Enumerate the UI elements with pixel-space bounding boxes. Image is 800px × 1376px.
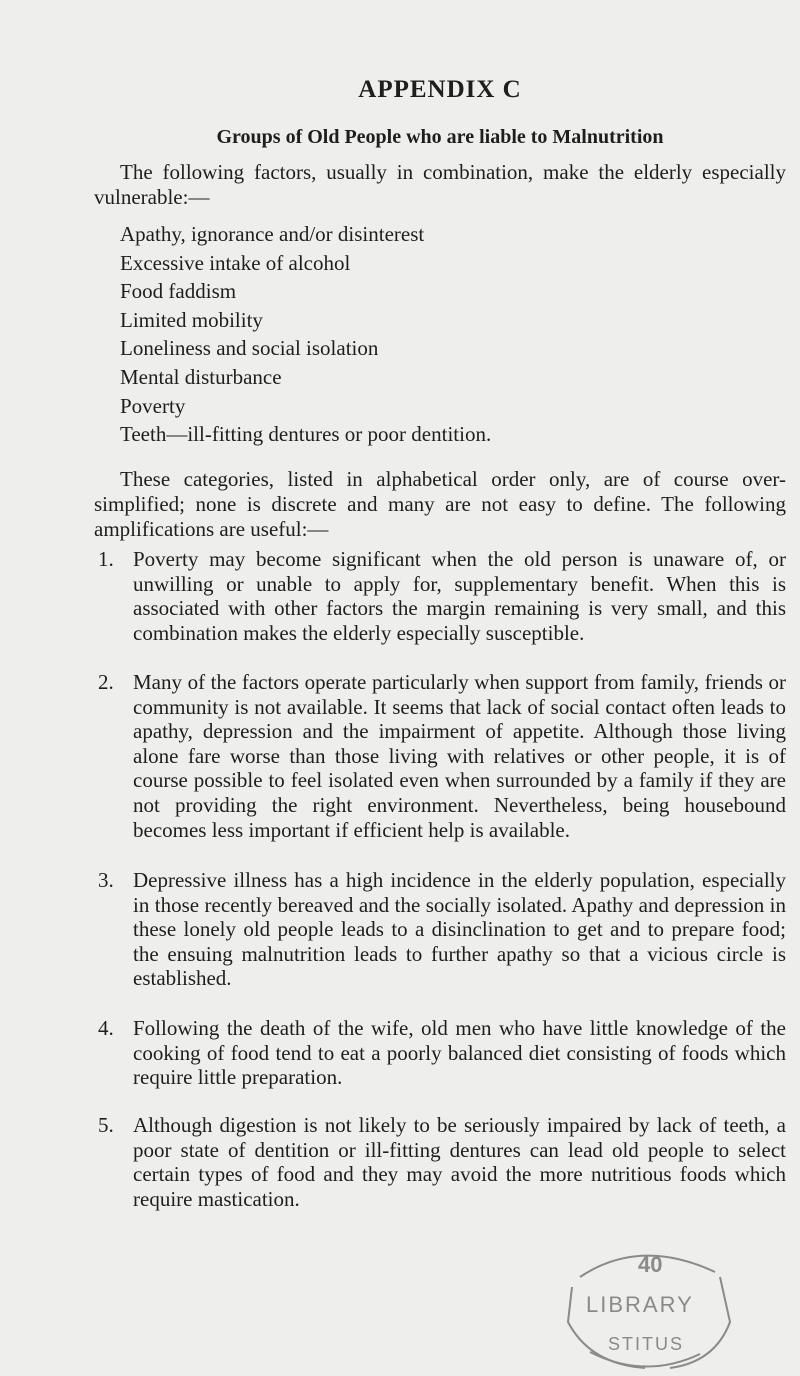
item-number: 1.: [98, 547, 114, 571]
list-item: Food faddism: [120, 279, 237, 304]
list-item: Mental disturbance: [120, 364, 282, 389]
list-item: Teeth—ill-fitting dentures or poor dentition.: [120, 422, 492, 447]
item-text: Following the death of the wife, old men who have little knowledge of the cooking of food tend to eat a poorly balanced diet consisting of foods which require little preparation.: [133, 1016, 786, 1090]
amplification-item: [98, 670, 786, 842]
section-subtitle: Groups of Old People who are liable to Malnutrition: [216, 126, 664, 148]
list-item: Apathy, ignorance and/or disinterest: [120, 222, 425, 246]
list-item: Loneliness and social isolation: [120, 336, 379, 361]
item-number: 5.: [98, 1113, 114, 1137]
item-number: 3.: [98, 868, 114, 892]
stamp-number: 40: [638, 1252, 663, 1277]
amplification-item: [98, 547, 786, 645]
list-item: Limited mobility: [120, 307, 263, 332]
item-number: 4.: [98, 1016, 114, 1040]
list-item: Poverty: [120, 393, 186, 418]
library-stamp-icon: [550, 1232, 750, 1372]
item-text: Many of the factors operate particularly when support from family, friends or community is not available. It seems that lack of social contact often leads to apathy, depression and the impairment of appetite. Although those living alone fare worse than those living with relatives or other people, it is of course possible to feel isolated even when surrounded by a family if they are not providing the right environment. Nevertheless, being housebound becomes less important if efficient help is available.: [133, 670, 786, 842]
appendix-title: APPENDIX C: [358, 76, 522, 103]
amplification-item: [98, 868, 786, 991]
item-text: Although digestion is not likely to be seriously impaired by lack of teeth, a poor state of dentition or ill-fitting dentures can lead old people to select certain types of food and they may avoid the more nutritious foods which require mastication.: [133, 1113, 786, 1211]
amplification-item: [98, 1016, 786, 1090]
stamp-footer: STITUS: [608, 1334, 685, 1354]
item-text: Depressive illness has a high incidence in the elderly population, especially in those recently bereaved and the socially isolated. Apathy and depression in these lonely old people leads to a disinclination to get and to prepare food; the ensuing malnutrition leads to further apathy so that a vicious circle is established.: [133, 868, 786, 991]
item-text: Poverty may become significant when the old person is unaware of, or unwilling or unable to apply for, supplementary benefit. When this is associated with other factors the margin remaining is very small, and this combination makes the elderly especially susceptible.: [133, 547, 786, 645]
stamp-label: LIBRARY: [586, 1292, 694, 1317]
list-item: Excessive intake of alcohol: [120, 250, 351, 275]
intro-paragraph: The following factors, usually in combination, make the elderly especially vulnerable:—: [94, 160, 786, 209]
factor-list: [120, 220, 491, 449]
categories-paragraph: These categories, listed in alphabetical order only, are of course over-simplified; none is discrete and many are not easy to define. The following amplifications are useful:—: [94, 467, 786, 541]
amplification-item: [98, 1113, 786, 1211]
item-number: 2.: [98, 670, 114, 694]
